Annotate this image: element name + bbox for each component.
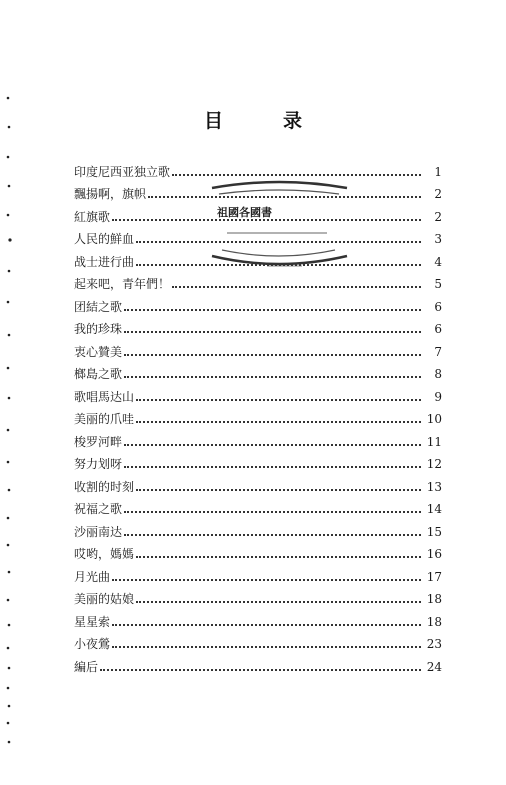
toc-entry-page: 16 — [426, 547, 442, 561]
toc-entry — [74, 336, 442, 359]
toc-entry-page: 18 — [426, 614, 442, 629]
toc-entry-title: 歌唱馬达山 — [74, 389, 135, 404]
toc-entry-page: 6 — [434, 299, 442, 314]
toc-entry — [74, 246, 442, 269]
dot-leader — [136, 556, 421, 558]
toc-entry-title: 祝福之歌 — [74, 502, 123, 516]
toc-entry-title: 我的珍珠 — [74, 322, 123, 336]
toc-entry — [74, 404, 442, 427]
dot-leader — [124, 534, 421, 536]
toc-entry-page: 7 — [434, 344, 442, 359]
toc-entry-title: 哎哟，媽媽 — [74, 547, 135, 561]
toc-entry-page: 3 — [434, 232, 442, 246]
dot-leader — [112, 624, 421, 626]
dot-leader — [124, 331, 421, 333]
dot-leader — [100, 669, 421, 671]
toc-entry — [74, 179, 442, 202]
toc-entry-page: 1 — [434, 164, 442, 179]
dot-leader — [136, 421, 421, 423]
dot-leader — [124, 466, 421, 468]
stamp-text: 祖國各國書 — [217, 206, 272, 219]
toc-entry — [74, 381, 442, 404]
page-title: 目录 — [203, 110, 362, 132]
toc-entry-page: 12 — [426, 457, 442, 471]
toc-entry — [74, 539, 442, 562]
toc-entry-title: 梭罗河畔 — [74, 434, 123, 449]
dot-leader — [124, 376, 421, 378]
toc-entry-title: 起来吧，青年們！ — [74, 277, 171, 291]
toc-entry — [74, 606, 442, 629]
toc-entry — [74, 561, 442, 584]
toc-list — [74, 156, 442, 674]
toc-entry — [74, 426, 442, 449]
dot-leader — [136, 399, 421, 401]
toc-entry-title: 飄揚啊，旗帜 — [74, 187, 147, 201]
toc-entry-page: 24 — [426, 659, 442, 674]
dot-leader — [172, 174, 421, 176]
toc-entry-page: 14 — [426, 502, 442, 516]
toc-entry — [74, 584, 442, 607]
toc-entry-title: 美丽的爪哇 — [74, 412, 135, 426]
dot-leader — [124, 511, 421, 513]
toc-entry — [74, 156, 442, 179]
toc-entry — [74, 291, 442, 314]
dot-leader — [112, 219, 421, 221]
toc-entry-title: 紅旗歌 — [74, 209, 111, 224]
toc-entry — [74, 224, 442, 247]
toc-entry — [74, 269, 442, 292]
toc-entry — [74, 494, 442, 517]
toc-entry-page: 2 — [434, 187, 442, 201]
toc-entry-title: 衷心贊美 — [74, 344, 123, 359]
toc-entry — [74, 516, 442, 539]
dot-leader — [136, 264, 421, 266]
dot-leader — [112, 646, 421, 648]
dot-leader — [136, 489, 421, 491]
dot-leader — [148, 196, 421, 198]
toc-entry-page: 4 — [434, 254, 442, 269]
toc-entry-title: 努力划呀 — [74, 457, 123, 471]
toc-entry-title: 团結之歌 — [74, 299, 123, 314]
toc-entry-page: 13 — [426, 479, 442, 494]
toc-entry-title: 月光曲 — [74, 569, 111, 584]
toc-entry — [74, 651, 442, 674]
toc-entry — [74, 449, 442, 472]
toc-entry — [74, 471, 442, 494]
toc-entry — [74, 629, 442, 652]
toc-entry-page: 10 — [426, 412, 442, 426]
toc-entry-title: 收割的时刻 — [74, 479, 135, 494]
toc-entry — [74, 201, 442, 224]
toc-entry-page: 15 — [426, 524, 442, 539]
toc-entry-page: 11 — [426, 434, 442, 449]
dot-leader — [112, 579, 421, 581]
toc-entry-title: 美丽的姑娘 — [74, 592, 135, 606]
dot-leader — [136, 601, 421, 603]
toc-entry-page: 5 — [434, 277, 442, 291]
dot-leader — [124, 444, 421, 446]
toc-entry-page: 9 — [434, 389, 442, 404]
dot-leader — [124, 354, 421, 356]
toc-entry-title: 小夜鶯 — [74, 637, 111, 651]
toc-entry-title: 人民的鮮血 — [74, 232, 135, 246]
dot-leader — [136, 241, 421, 243]
toc-entry-page: 8 — [434, 367, 442, 381]
dot-leader — [124, 309, 421, 311]
toc-entry — [74, 314, 442, 337]
toc-entry-title: 星星索 — [74, 614, 111, 629]
toc-entry-page: 18 — [426, 592, 442, 606]
toc-entry-page: 23 — [426, 637, 442, 651]
dot-leader — [172, 286, 421, 288]
toc-entry-page: 2 — [434, 209, 442, 224]
toc-entry-title: 編后 — [74, 659, 99, 674]
toc-entry-page: 6 — [434, 322, 442, 336]
toc-entry-title: 战士进行曲 — [74, 254, 135, 269]
toc-entry-title: 印度尼西亚独立歌 — [74, 164, 171, 179]
toc-entry — [74, 359, 442, 382]
toc-entry-page: 17 — [426, 569, 442, 584]
toc-entry-title: 榔島之歌 — [74, 367, 123, 381]
toc-entry-title: 沙丽南达 — [74, 524, 123, 539]
